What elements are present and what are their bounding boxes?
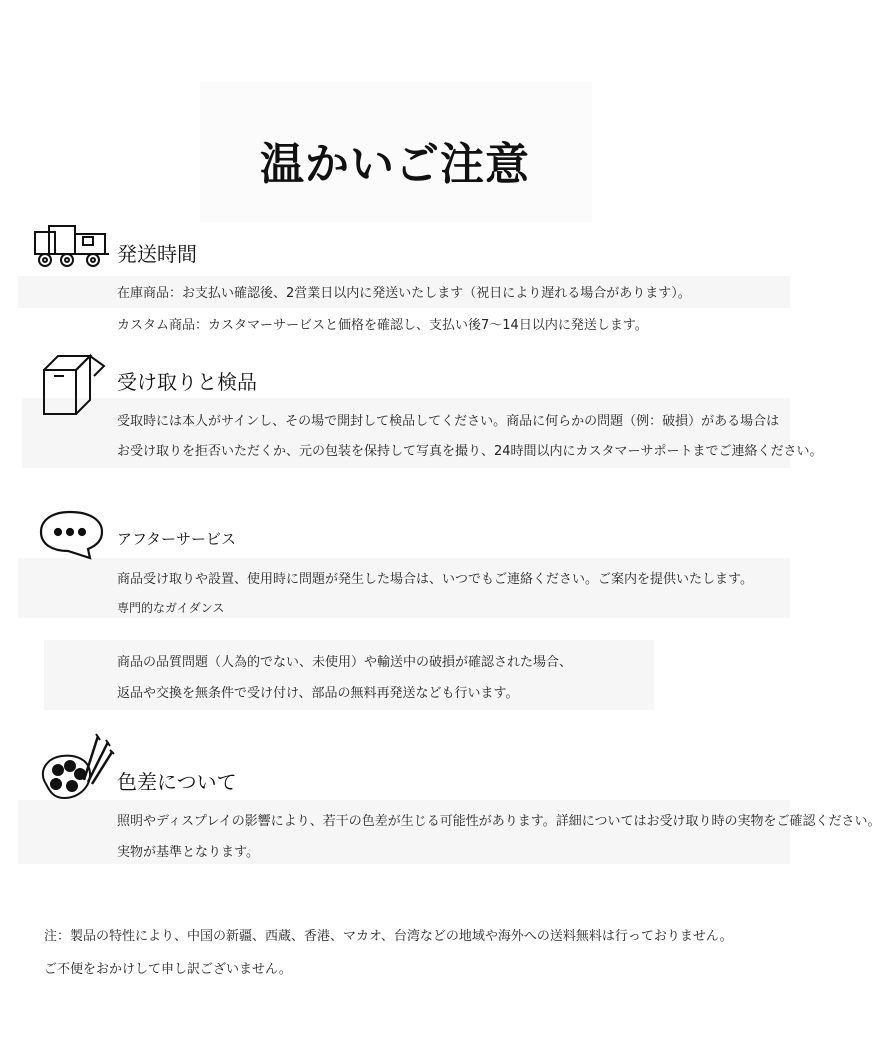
note-line-2: ご不便をおかけして申し訳ございません。 <box>44 962 292 977</box>
shipping-heading: 発送時間 <box>117 242 197 266</box>
color-line-1: 照明やディスプレイの影響により、若干の色差が生じる可能性があります。詳細についてはお受け取り時の実物をご確認ください。 <box>117 814 881 829</box>
inspection-heading: 受け取りと検品 <box>117 370 257 394</box>
note-line-1: 注：製品の特性により、中国の新疆、西蔵、香港、マカオ、台湾などの地域や海外への送料無料は行っておりません。 <box>44 929 733 944</box>
aftersales-line-3: 商品の品質問題（人為的でない、未使用）や輸送中の破損が確認された場合、 <box>117 655 573 670</box>
page-title: 温かいご注意 <box>260 139 530 190</box>
inspection-line-2: お受け取りを拒否いただくか、元の包装を保持して写真を撮り、24時間以内にカスタマーサポートまでご連絡ください。 <box>117 444 823 459</box>
palette-icon <box>38 732 118 804</box>
color-line-2: 実物が基準となります。 <box>117 845 259 860</box>
aftersales-line-2: 専門的なガイダンス <box>117 601 225 615</box>
shipping-line-2: カスタム商品：カスタマーサービスと価格を確認し、支払い後7〜14日以内に発送します。 <box>117 318 648 333</box>
speech-bubble-icon <box>38 508 106 560</box>
inspection-line-1: 受取時には本人がサインし、その場で開封して検品してください。商品に何らかの問題（例：破損）がある場合は <box>117 414 780 429</box>
package-icon <box>40 352 112 420</box>
aftersales-line-4: 返品や交換を無条件で受け付け、部品の無料再発送なども行います。 <box>117 686 519 701</box>
color-heading: 色差について <box>117 770 237 794</box>
aftersales-line-1: 商品受け取りや設置、使用時に問題が発生した場合は、いつでもご連絡ください。ご案内を提供いたします。 <box>117 572 753 587</box>
truck-icon <box>33 222 115 270</box>
aftersales-heading: アフターサービス <box>117 530 236 548</box>
shipping-line-1: 在庫商品：お支払い確認後、2営業日以内に発送いたします（祝日により遅れる場合があります）。 <box>117 286 691 301</box>
